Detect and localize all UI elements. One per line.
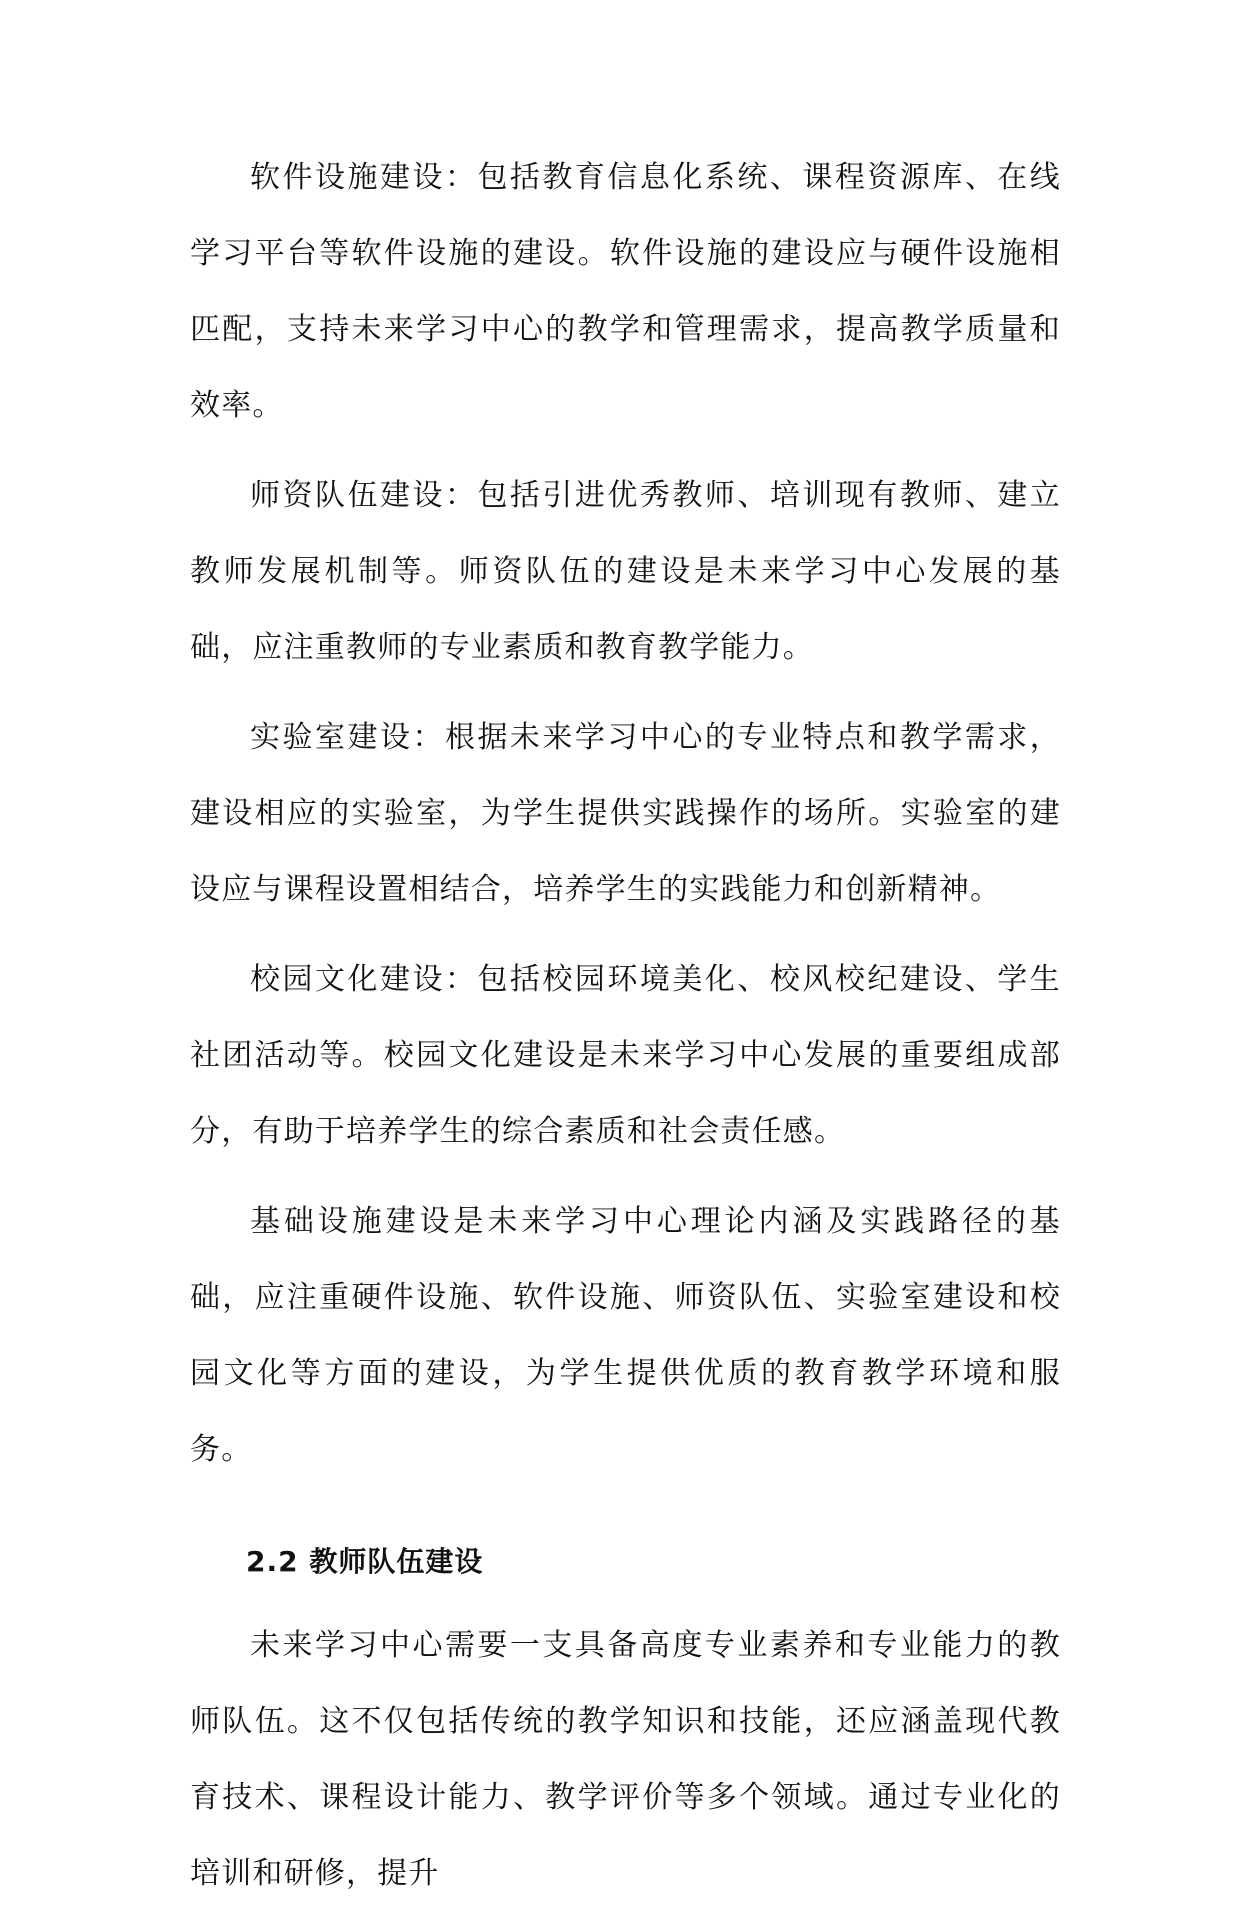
document-page	[190, 140, 1061, 1926]
paragraph-infrastructure-summary: 基础设施建设是未来学习中心理论内涵及实践路径的基础，应注重硬件设施、软件设施、师资队伍、实验室建设和校园文化等方面的建设，为学生提供优质的教育教学环境和服务。	[190, 1204, 1061, 1467]
paragraph-campus-culture: 校园文化建设：包括校园环境美化、校风校纪建设、学生社团活动等。校园文化建设是未来学习中心发展的重要组成部分，有助于培养学生的综合素质和社会责任感。	[190, 962, 1061, 1149]
paragraph-teaching-staff: 师资队伍建设：包括引进优秀教师、培训现有教师、建立教师发展机制等。师资队伍的建设是未来学习中心发展的基础，应注重教师的专业素质和教育教学能力。	[190, 478, 1061, 665]
paragraph-teacher-team: 未来学习中心需要一支具备高度专业素养和专业能力的教师队伍。这不仅包括传统的教学知识和技能，还应涵盖现代教育技术、课程设计能力、教学评价等多个领域。通过专业化的培训和研修，提升	[190, 1628, 1061, 1891]
section-heading: 2.2 教师队伍建设	[246, 1545, 484, 1578]
paragraph-software-facilities: 软件设施建设：包括教育信息化系统、课程资源库、在线学习平台等软件设施的建设。软件设施的建设应与硬件设施相匹配，支持未来学习中心的教学和管理需求，提高教学质量和效率。	[190, 160, 1061, 423]
paragraph-laboratory: 实验室建设：根据未来学习中心的专业特点和教学需求，建设相应的实验室，为学生提供实践操作的场所。实验室的建设应与课程设置相结合，培养学生的实践能力和创新精神。	[190, 720, 1061, 907]
